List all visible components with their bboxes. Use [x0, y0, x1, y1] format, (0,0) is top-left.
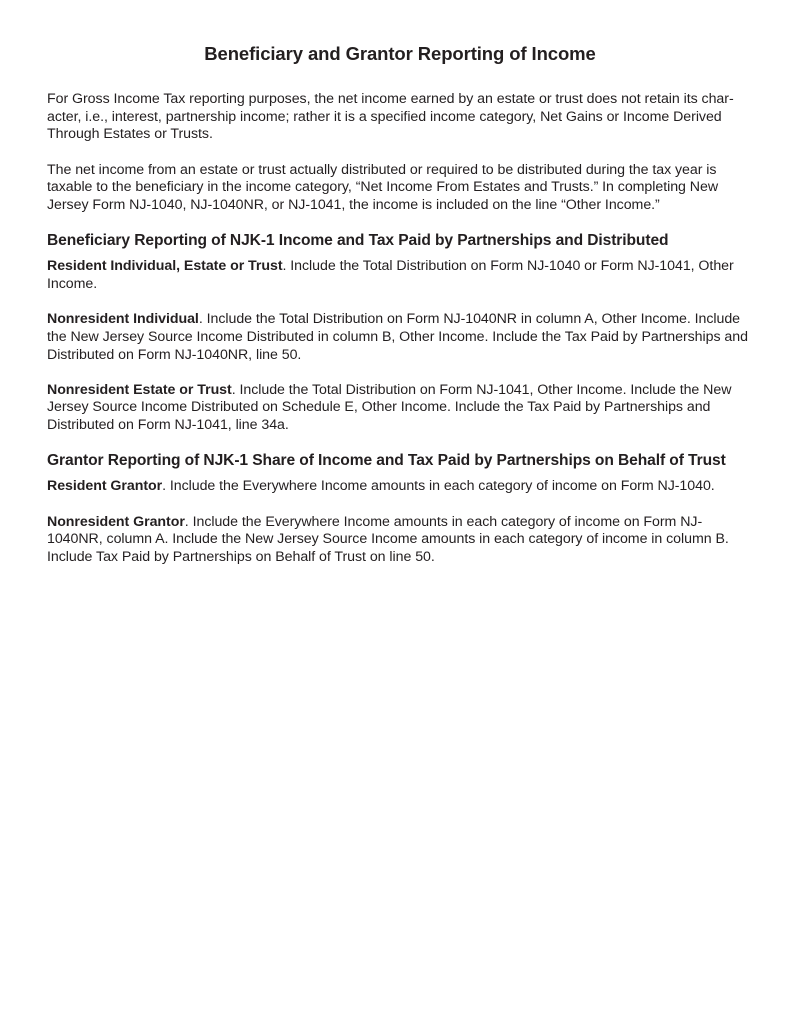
- item-text: . Include the Total Distribution on Form NJ-1040 or Form NJ-1041, Other Income.: [47, 258, 734, 292]
- item-text: . Include the Total Distribution on Form NJ-1041, Other Income. Include the New Jersey Source Income Distributed on Schedule E, Other Income. Include the Tax Paid by Partnerships and Distributed on Form NJ-1041, line 34a.: [47, 381, 732, 434]
- beneficiary-section-heading: Beneficiary Reporting of NJK-1 Income and Tax Paid by Partnerships and Distributed: [47, 232, 669, 250]
- intro-paragraph-1: For Gross Income Tax reporting purposes, the net income earned by an estate or trust does not retain its character, i.e., interest, partnership income; rather it is a specified income category, Net Gains or Income Derived Through Estates or Trusts.: [47, 91, 734, 143]
- item-lead: Resident Grantor: [47, 478, 163, 495]
- grantor-item-nonresident: [47, 514, 753, 567]
- beneficiary-item-nonresident-estate: [47, 382, 753, 435]
- item-lead: Resident Individual, Estate or Trust: [47, 258, 283, 275]
- item-lead: Nonresident Individual: [47, 311, 199, 328]
- item-lead: Nonresident Estate or Trust: [47, 381, 232, 398]
- document-page: [47, 43, 753, 584]
- intro-paragraph-2: The net income from an estate or trust actually distributed or required to be distributed during the tax year is taxable to the beneficiary in the income category, “Net Income From Estates and Trusts.” In completing New Jersey Form NJ-1040, NJ-1040NR, or NJ-1041, the income is included on the line “Other Income.”: [47, 161, 719, 214]
- beneficiary-item-resident: [47, 258, 753, 293]
- item-text: . Include the Everywhere Income amounts in each category of income on Form NJ-1040.: [162, 478, 715, 495]
- grantor-item-resident: [47, 478, 753, 496]
- item-lead: Nonresident Grantor: [47, 513, 185, 530]
- item-text: . Include the Everywhere Income amounts in each category of income on Form NJ-1040NR, column A. Include the New Jersey Source Income amounts in each category of income in column B. Include Tax Paid by Partnerships on Behalf of Trust on line 50.: [47, 513, 729, 565]
- grantor-section-heading: Grantor Reporting of NJK-1 Share of Income and Tax Paid by Partnerships on Behalf of Trust: [47, 452, 726, 470]
- item-text: . Include the Total Distribution on Form NJ-1040NR in column A, Other Income. Include the New Jersey Source Income Distributed in column B, Other Income. Include the Tax Paid by Partnerships and Distributed on Form NJ-1040NR, line 50.: [47, 311, 748, 363]
- beneficiary-item-nonresident-individual: [47, 311, 753, 364]
- page-title: Beneficiary and Grantor Reporting of Income: [204, 43, 596, 64]
